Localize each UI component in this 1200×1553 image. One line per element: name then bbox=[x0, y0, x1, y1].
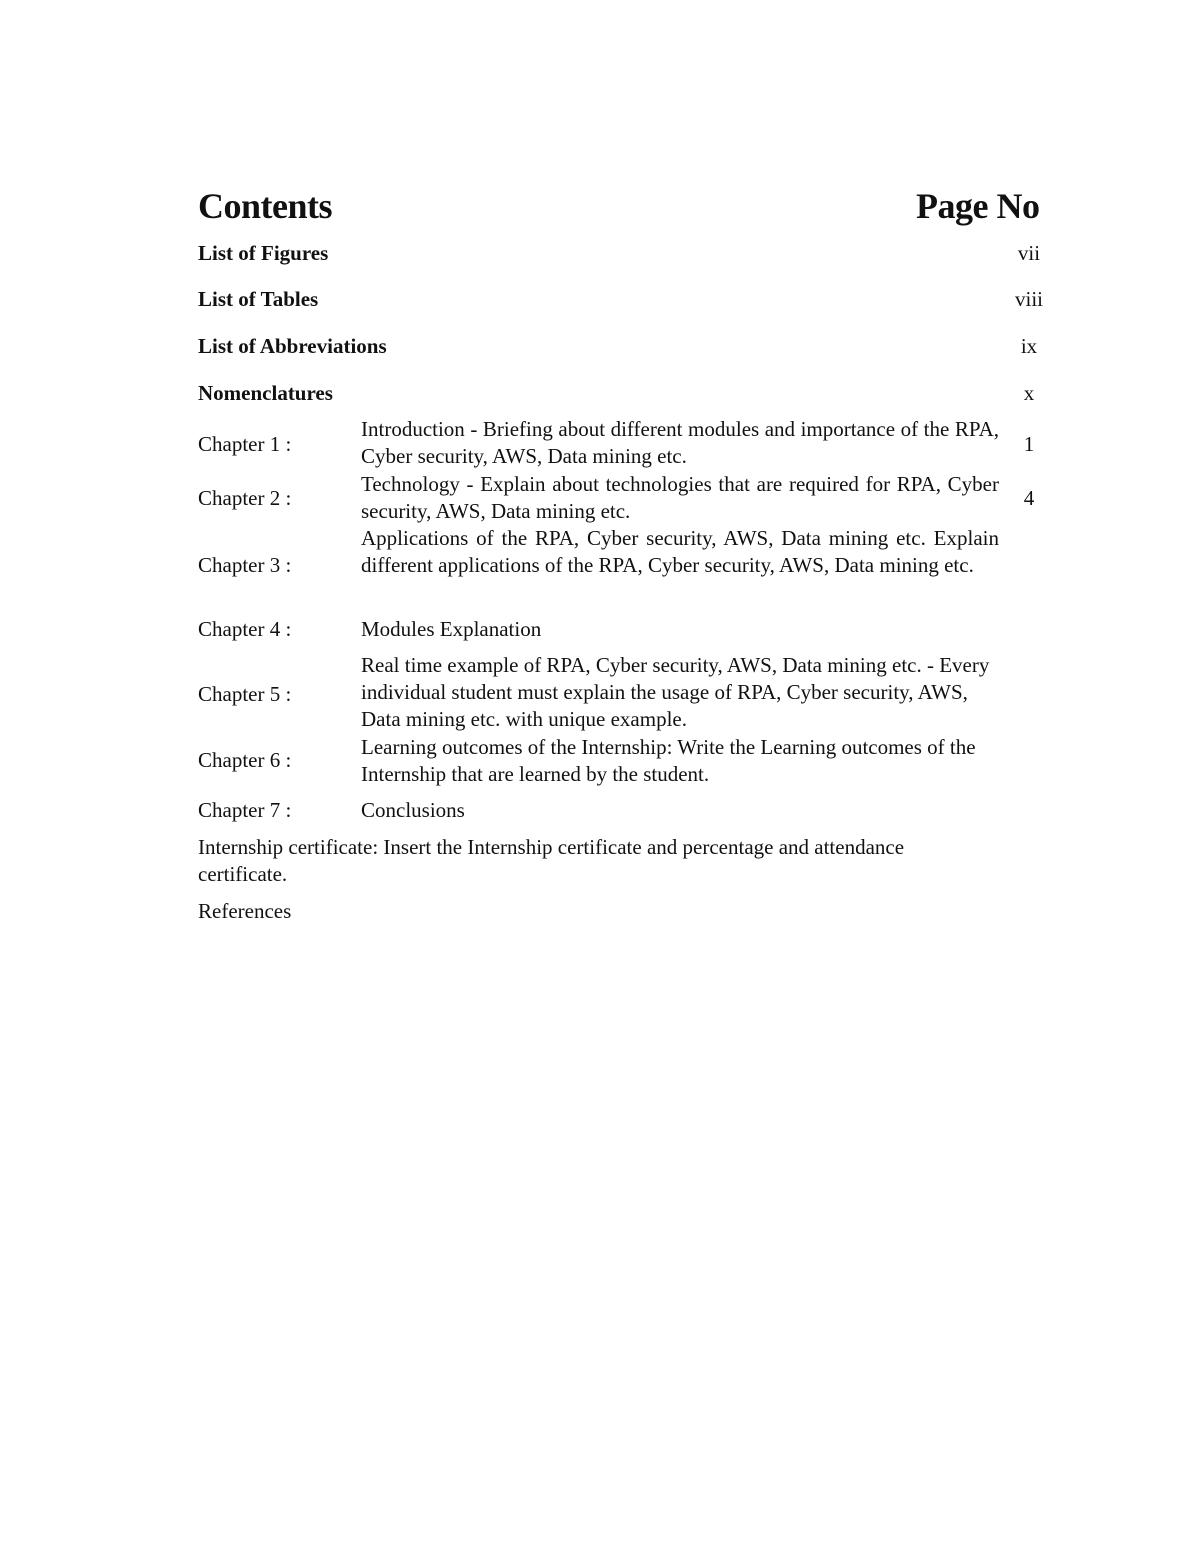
chapter-label: Chapter 2 : bbox=[198, 486, 292, 510]
chapter-label: Chapter 3 : bbox=[198, 553, 292, 577]
toc-entry-chapter-4[interactable]: Modules Explanation bbox=[361, 617, 542, 641]
toc-entry-chapter-6[interactable]: Learning outcomes of the Internship: Write the Learning outcomes of the Internship that are learned by the student. bbox=[361, 735, 976, 786]
page-number: ix bbox=[1020, 334, 1038, 358]
contents-title: Contents bbox=[198, 186, 333, 226]
toc-entry-references[interactable]: References bbox=[198, 899, 292, 923]
toc-entry-list-of-figures[interactable]: List of Figures bbox=[198, 241, 329, 265]
toc-entry-nomenclatures[interactable]: Nomenclatures bbox=[198, 381, 333, 405]
page-number: viii bbox=[1014, 287, 1043, 311]
toc-entry-chapter-3[interactable]: Applications of the RPA, Cyber security, AWS, Data mining etc. Explain different applications of the RPA, Cyber security, AWS, Data mining etc. bbox=[361, 526, 999, 577]
toc-entry-chapter-5[interactable]: Real time example of RPA, Cyber security, AWS, Data mining etc. - Every individual student must explain the usage of RPA, Cyber security, AWS, Data mining etc. with unique example. bbox=[361, 653, 990, 731]
page-number: 1 bbox=[1023, 432, 1035, 456]
page-number: 4 bbox=[1023, 486, 1035, 510]
chapter-label: Chapter 1 : bbox=[198, 432, 292, 456]
toc-entry-chapter-2[interactable]: Technology - Explain about technologies that are required for RPA, Cyber security, AWS, Data mining etc. bbox=[361, 472, 999, 523]
chapter-label: Chapter 5 : bbox=[198, 682, 292, 706]
page-number: x bbox=[1023, 381, 1035, 405]
page-number: vii bbox=[1017, 241, 1041, 265]
page-no-heading: Page No bbox=[916, 186, 1040, 226]
toc-entry-list-of-tables[interactable]: List of Tables bbox=[198, 287, 319, 311]
toc-entry-chapter-1[interactable]: Introduction - Briefing about different modules and importance of the RPA, Cyber security, AWS, Data mining etc. bbox=[361, 417, 999, 468]
chapter-label: Chapter 7 : bbox=[198, 798, 292, 822]
toc-entry-chapter-7[interactable]: Conclusions bbox=[361, 798, 465, 822]
toc-entry-list-of-abbreviations[interactable]: List of Abbreviations bbox=[198, 334, 387, 358]
chapter-label: Chapter 4 : bbox=[198, 617, 292, 641]
toc-entry-internship-certificate[interactable]: Internship certificate: Insert the Internship certificate and percentage and attendance certificate. bbox=[198, 835, 905, 886]
chapter-label: Chapter 6 : bbox=[198, 748, 292, 772]
